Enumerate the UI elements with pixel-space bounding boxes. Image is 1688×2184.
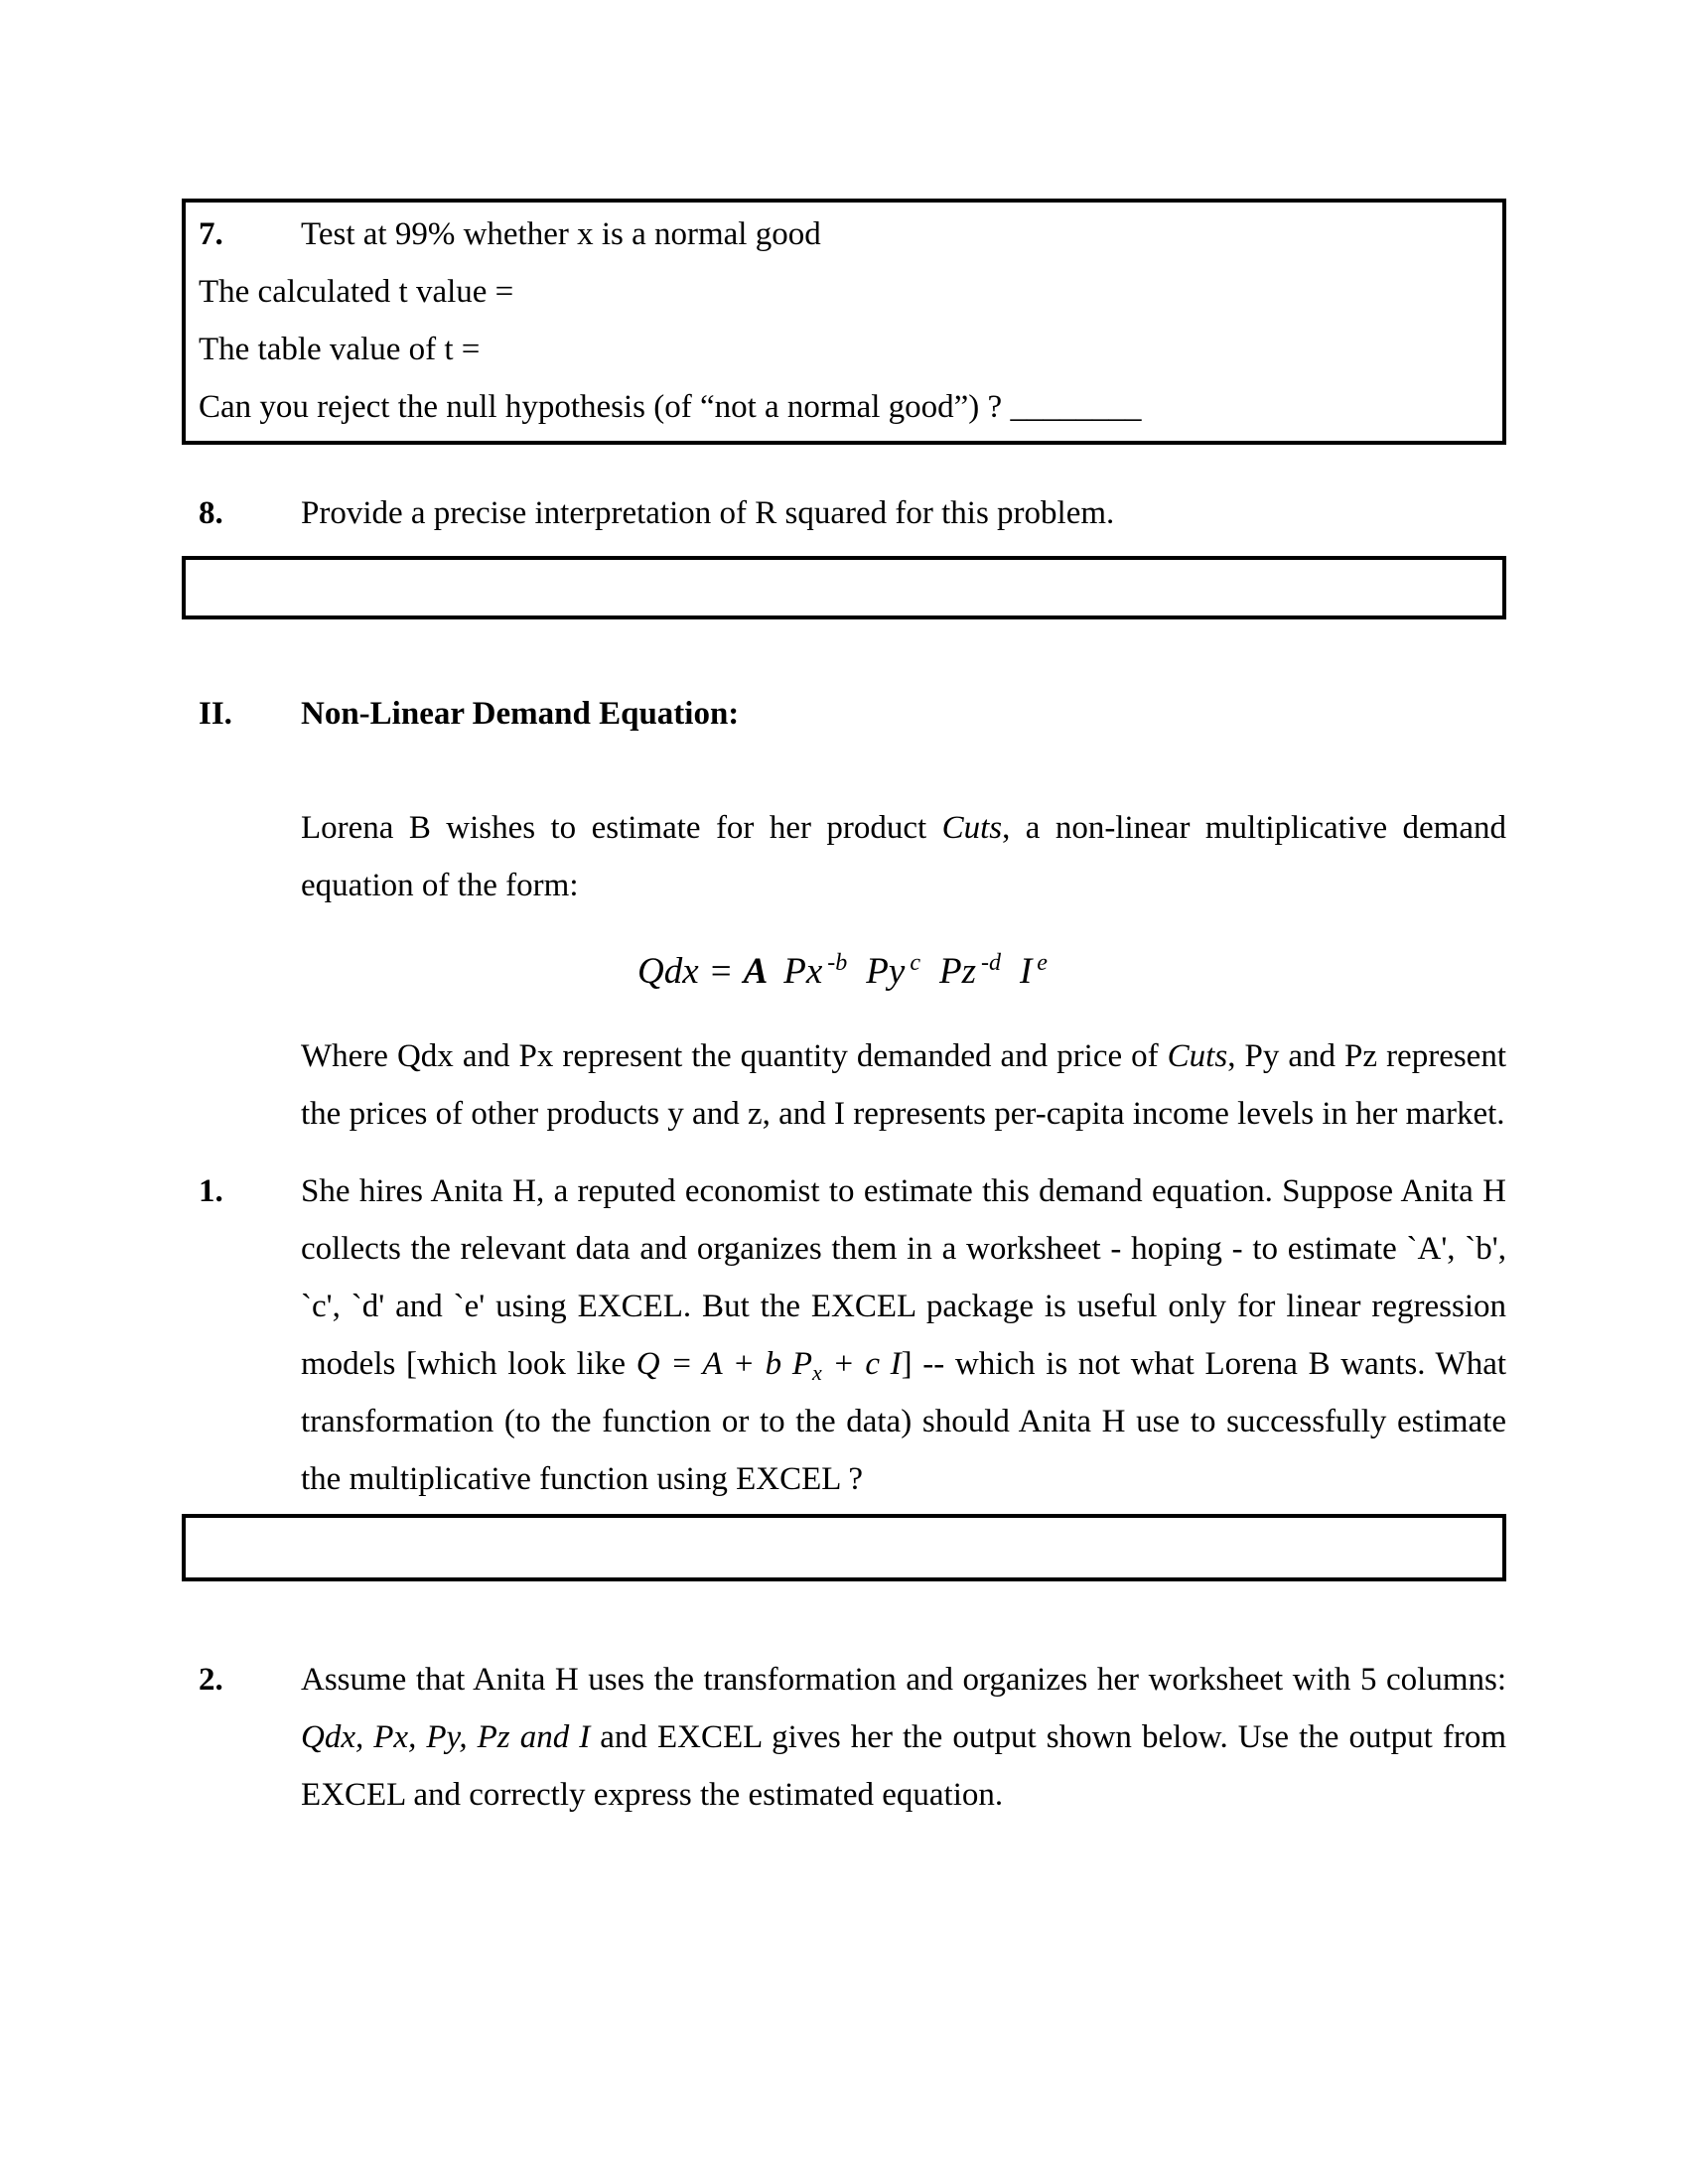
demand-equation [182, 942, 1506, 1002]
term-pz-exponent: -d [980, 949, 1001, 976]
intro-segment-2: , a non-linear multiplicative demand equation of the form: [301, 810, 1506, 903]
term-income-exponent: e [1037, 949, 1048, 976]
q1-linear-model-start: Q = A + b P [635, 1346, 812, 1382]
q1-answer-box[interactable] [182, 1514, 1506, 1581]
term-income-base: I [1019, 951, 1033, 992]
section-2-title: Non-Linear Demand Equation: [301, 696, 740, 732]
q7-reject-question-text: Can you reject the null hypothesis (of “not a normal good”) ? [199, 389, 1011, 425]
intro-paragraph [301, 799, 1506, 914]
question-7-box [182, 199, 1506, 445]
question-2-text [301, 1651, 1506, 1824]
q2-segment-1: Assume that Anita H uses the transformation and organizes her worksheet with 5 columns: [301, 1662, 1506, 1698]
where-product-name: Cuts [1167, 1038, 1228, 1074]
equation-equals-sign: = [710, 951, 732, 992]
term-py-base: Py [866, 951, 906, 992]
intro-product-name: Cuts [941, 810, 1003, 846]
term-px-base: Px [783, 951, 823, 992]
question-2-number: 2. [199, 1662, 223, 1698]
term-pz-base: Pz [938, 951, 976, 992]
question-8-number: 8. [199, 495, 223, 531]
equation-lhs: Qdx [637, 951, 699, 992]
question-2 [199, 1651, 1506, 1824]
q1-price-subscript: x [812, 1359, 822, 1385]
equation-term-pz [939, 951, 1004, 992]
where-segment-2: , Py and Pz represent the prices of other products y and z, and I represents per-capita income levels in her market. [301, 1038, 1506, 1132]
where-paragraph [301, 1027, 1506, 1143]
equation-term-py [866, 951, 923, 992]
q2-column-names: Qdx, Px, Py, Pz and I [301, 1719, 591, 1755]
q7-table-t-line: The table value of t = [199, 332, 481, 367]
q7-reject-null-line [199, 378, 1489, 436]
question-7-title-row [199, 205, 1489, 263]
q7-answer-blank[interactable]: ________ [1010, 389, 1142, 425]
question-1-text [301, 1162, 1506, 1508]
question-1 [199, 1162, 1506, 1508]
q1-segment-2: ] -- which is not what Lorena B wants. What transformation (to the function or to the data) should Anita H use to successfully estimate the multiplicative function using EXCEL ? [301, 1346, 1507, 1497]
question-7-title: Test at 99% whether x is a normal good [301, 216, 821, 252]
term-py-exponent: c [910, 949, 920, 976]
question-8-text: Provide a precise interpretation of R squared for this problem. [301, 495, 1115, 531]
section-2-heading [199, 685, 1506, 743]
q1-linear-model-end: + c I [821, 1346, 902, 1382]
question-7-number: 7. [199, 216, 223, 252]
intro-segment-1: Lorena B wishes to estimate for her product [301, 810, 942, 846]
question-1-number: 1. [199, 1173, 223, 1209]
term-px-exponent: -b [827, 949, 848, 976]
q2-segment-2: and EXCEL gives her the output shown below. Use the output from EXCEL and correctly express the estimated equation. [301, 1719, 1506, 1813]
where-segment-1: Where Qdx and Px represent the quantity demanded and price of [301, 1038, 1168, 1074]
equation-coefficient-A: A [743, 951, 769, 992]
q1-segment-1: She hires Anita H, a reputed economist to estimate this demand equation. Suppose Anita H collects the relevant data and organizes them in a worksheet - hoping - to estimate `A', `b', `c', `d' and `e' using EXCEL. But the EXCEL package is useful only for linear regression models [which look like [301, 1173, 1506, 1382]
equation-term-px [783, 951, 850, 992]
question-8 [199, 484, 1506, 542]
q7-calculated-t-line: The calculated t value = [199, 274, 514, 310]
equation-term-income [1020, 951, 1051, 992]
section-2-numeral: II. [199, 696, 232, 732]
q8-answer-box[interactable] [182, 556, 1506, 619]
